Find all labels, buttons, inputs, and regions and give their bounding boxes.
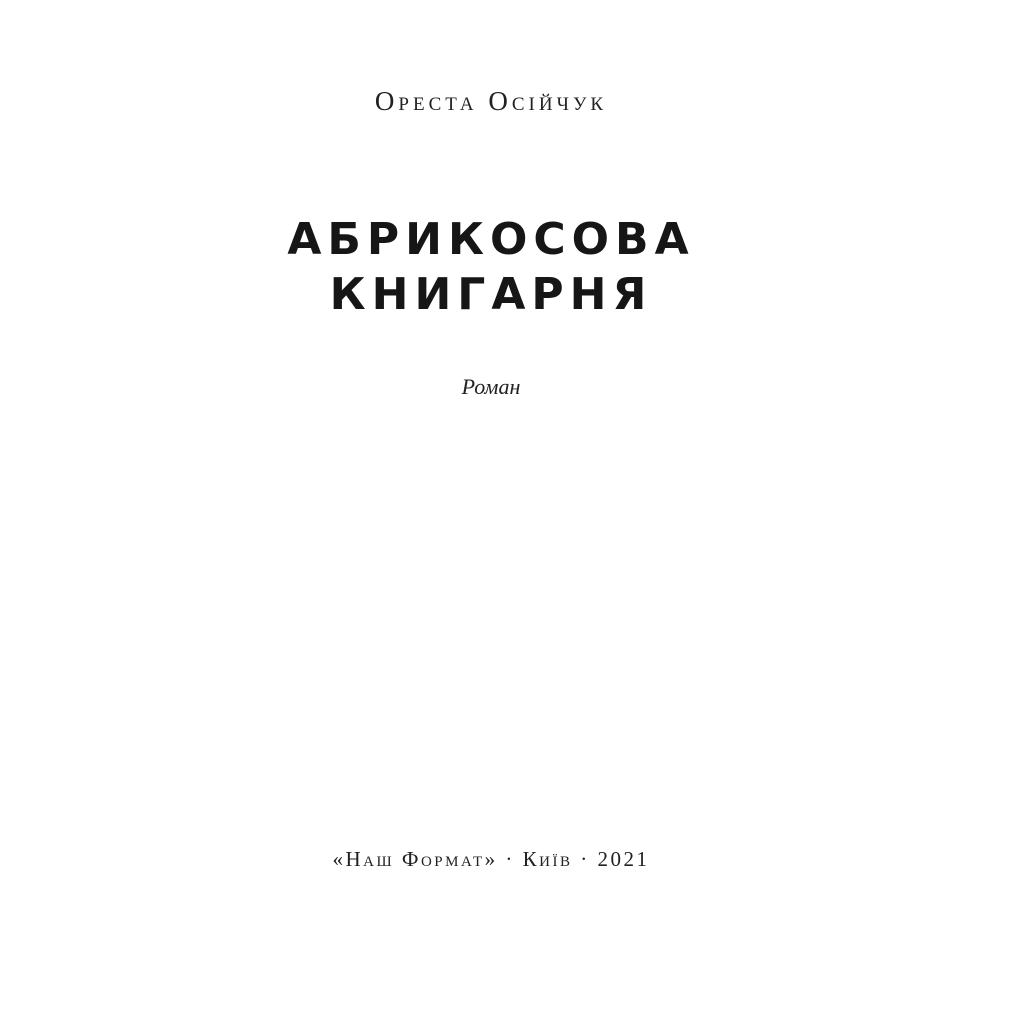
book-title-line-1: АБРИКОСОВА	[287, 214, 695, 265]
publisher-imprint: «Наш Формат» · Київ · 2021	[332, 847, 650, 871]
book-title-line-2: КНИГАРНЯ	[329, 269, 653, 320]
book-title	[0, 212, 982, 322]
author-name: Ореста Осійчук	[374, 86, 608, 116]
genre-subtitle: Роман	[461, 374, 521, 399]
